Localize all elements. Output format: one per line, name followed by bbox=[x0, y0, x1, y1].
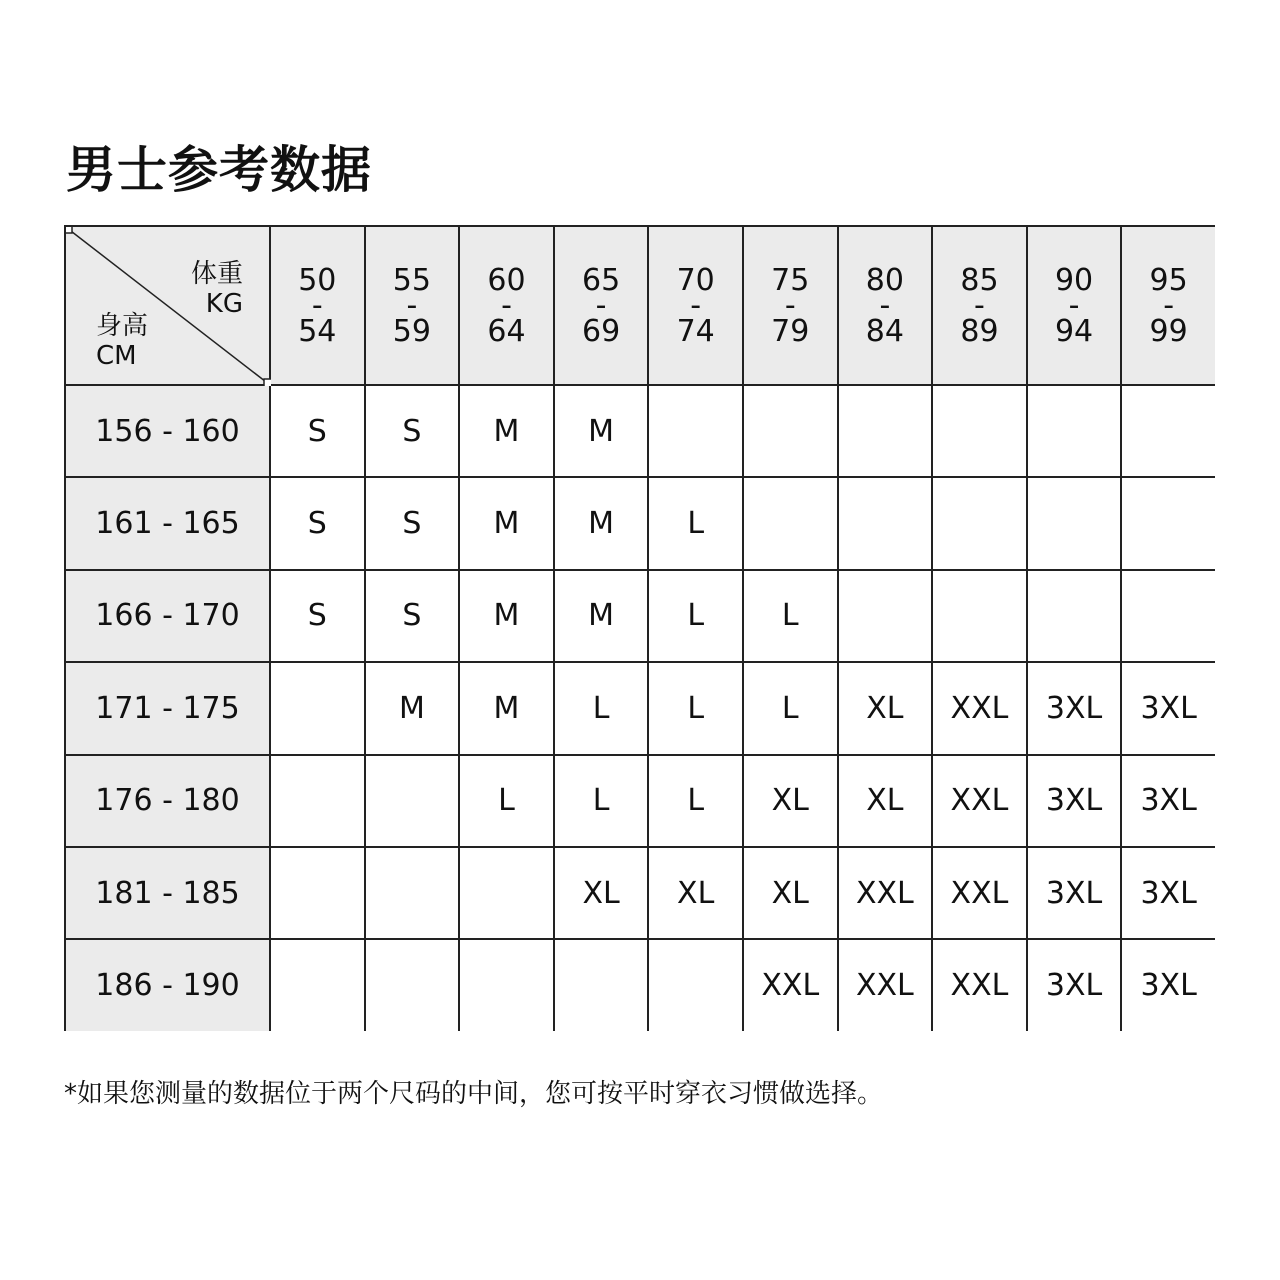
weight-header-cell bbox=[553, 225, 648, 384]
size-cell: 3XL bbox=[1120, 754, 1215, 846]
size-cell bbox=[553, 938, 648, 1030]
weight-header-cell bbox=[269, 225, 364, 384]
size-cell: S bbox=[269, 569, 364, 661]
weight-range-sep: - bbox=[1068, 287, 1080, 323]
weight-unit: KG bbox=[205, 289, 243, 319]
size-cell: XXL bbox=[931, 938, 1026, 1030]
weight-range-from: 50 bbox=[298, 262, 337, 298]
weight-range-from: 60 bbox=[487, 262, 526, 298]
size-cell: M bbox=[553, 569, 648, 661]
size-cell: 3XL bbox=[1120, 846, 1215, 938]
size-cell: S bbox=[364, 569, 459, 661]
size-cell: L bbox=[742, 569, 837, 661]
weight-range-sep: - bbox=[784, 287, 796, 323]
size-cell: 3XL bbox=[1026, 661, 1121, 753]
size-cell: M bbox=[458, 476, 553, 568]
size-cell bbox=[647, 938, 742, 1030]
size-cell bbox=[931, 384, 1026, 476]
size-cell: S bbox=[269, 384, 364, 476]
weight-range-from: 80 bbox=[865, 262, 904, 298]
size-cell: L bbox=[553, 754, 648, 846]
weight-range-to: 54 bbox=[298, 313, 337, 349]
weight-header-cell bbox=[1120, 225, 1215, 384]
size-cell: XL bbox=[742, 754, 837, 846]
size-cell bbox=[364, 846, 459, 938]
weight-range-from: 55 bbox=[392, 262, 431, 298]
size-cell: XL bbox=[837, 661, 932, 753]
height-row-header: 171 - 175 bbox=[64, 661, 269, 753]
weight-header-cell bbox=[931, 225, 1026, 384]
table-corner-header bbox=[64, 225, 269, 384]
size-cell: XL bbox=[837, 754, 932, 846]
weight-range-sep: - bbox=[501, 287, 512, 323]
height-label: 身高 bbox=[96, 311, 149, 341]
weight-range-to: 84 bbox=[865, 313, 904, 349]
size-cell bbox=[269, 661, 364, 753]
size-cell: S bbox=[364, 476, 459, 568]
weight-range-from: 75 bbox=[771, 262, 810, 298]
weight-range-to: 99 bbox=[1149, 313, 1188, 349]
weight-range-from: 85 bbox=[960, 262, 999, 298]
weight-header-cell bbox=[647, 225, 742, 384]
weight-axis-label bbox=[191, 259, 243, 319]
size-cell: XXL bbox=[837, 846, 932, 938]
weight-range-sep: - bbox=[1163, 287, 1175, 323]
weight-range-to: 64 bbox=[487, 313, 526, 349]
weight-range-from: 70 bbox=[676, 262, 715, 298]
size-cell bbox=[1026, 476, 1121, 568]
weight-range-to: 79 bbox=[771, 313, 810, 349]
weight-header-cell bbox=[742, 225, 837, 384]
size-cell: L bbox=[647, 476, 742, 568]
weight-range-sep: - bbox=[311, 287, 323, 323]
size-cell bbox=[1120, 569, 1215, 661]
size-cell bbox=[837, 476, 932, 568]
weight-range-sep: - bbox=[879, 287, 891, 323]
size-cell: 3XL bbox=[1026, 846, 1121, 938]
weight-range-sep: - bbox=[974, 287, 985, 323]
size-cell bbox=[1120, 384, 1215, 476]
size-cell: S bbox=[364, 384, 459, 476]
size-cell: M bbox=[553, 476, 648, 568]
size-cell: L bbox=[647, 754, 742, 846]
weight-range-to: 59 bbox=[392, 313, 431, 349]
weight-range-from: 65 bbox=[581, 262, 621, 298]
size-cell: XL bbox=[553, 846, 648, 938]
size-cell bbox=[1026, 569, 1121, 661]
size-cell: S bbox=[269, 476, 364, 568]
size-cell: 3XL bbox=[1026, 938, 1121, 1030]
size-cell: XL bbox=[742, 846, 837, 938]
size-cell bbox=[269, 846, 364, 938]
height-row-header: 166 - 170 bbox=[64, 569, 269, 661]
weight-label: 体重 bbox=[190, 259, 243, 289]
size-cell: 3XL bbox=[1026, 754, 1121, 846]
weight-range-from: 90 bbox=[1054, 262, 1094, 298]
size-cell bbox=[1120, 476, 1215, 568]
size-cell: L bbox=[458, 754, 553, 846]
size-cell: L bbox=[553, 661, 648, 753]
size-cell: M bbox=[458, 569, 553, 661]
size-cell bbox=[458, 938, 553, 1030]
weight-header-cell bbox=[458, 225, 553, 384]
size-chart-table bbox=[64, 225, 1215, 1031]
size-cell: XL bbox=[647, 846, 742, 938]
size-cell bbox=[837, 384, 932, 476]
size-cell bbox=[269, 938, 364, 1030]
height-row-header: 156 - 160 bbox=[64, 384, 269, 476]
size-cell bbox=[931, 569, 1026, 661]
height-unit: CM bbox=[96, 341, 137, 371]
page-title: 男士参考数据 bbox=[66, 141, 372, 199]
size-cell: XXL bbox=[837, 938, 932, 1030]
size-cell: XXL bbox=[931, 661, 1026, 753]
weight-range-to: 69 bbox=[581, 313, 621, 349]
size-cell: XXL bbox=[931, 846, 1026, 938]
size-cell bbox=[931, 476, 1026, 568]
size-cell: L bbox=[647, 569, 742, 661]
weight-header-cell bbox=[364, 225, 459, 384]
weight-range-sep: - bbox=[406, 287, 418, 323]
size-cell: M bbox=[364, 661, 459, 753]
size-cell bbox=[364, 754, 459, 846]
weight-header-cell bbox=[1026, 225, 1121, 384]
size-cell: L bbox=[647, 661, 742, 753]
weight-range-from: 95 bbox=[1149, 262, 1188, 298]
height-row-header: 186 - 190 bbox=[64, 938, 269, 1030]
size-cell: XXL bbox=[931, 754, 1026, 846]
height-axis-label bbox=[96, 311, 148, 371]
size-cell bbox=[458, 846, 553, 938]
size-cell: 3XL bbox=[1120, 661, 1215, 753]
size-cell bbox=[1026, 384, 1121, 476]
size-cell bbox=[837, 569, 932, 661]
weight-range-sep: - bbox=[690, 287, 702, 323]
size-cell: M bbox=[458, 661, 553, 753]
footnote: *如果您测量的数据位于两个尺码的中间，您可按平时穿衣习惯做选择。 bbox=[64, 1079, 884, 1109]
weight-range-to: 94 bbox=[1054, 313, 1094, 349]
size-cell: M bbox=[458, 384, 553, 476]
weight-range-sep: - bbox=[595, 287, 607, 323]
height-row-header: 181 - 185 bbox=[64, 846, 269, 938]
weight-range-to: 74 bbox=[676, 313, 715, 349]
size-cell bbox=[742, 384, 837, 476]
height-row-header: 161 - 165 bbox=[64, 476, 269, 568]
size-cell: XXL bbox=[742, 938, 837, 1030]
weight-range-to: 89 bbox=[960, 313, 999, 349]
height-row-header: 176 - 180 bbox=[64, 754, 269, 846]
size-cell: M bbox=[553, 384, 648, 476]
size-cell bbox=[269, 754, 364, 846]
weight-header-cell bbox=[837, 225, 932, 384]
size-cell bbox=[364, 938, 459, 1030]
size-cell: 3XL bbox=[1120, 938, 1215, 1030]
size-cell bbox=[742, 476, 837, 568]
size-cell bbox=[647, 384, 742, 476]
size-cell: L bbox=[742, 661, 837, 753]
